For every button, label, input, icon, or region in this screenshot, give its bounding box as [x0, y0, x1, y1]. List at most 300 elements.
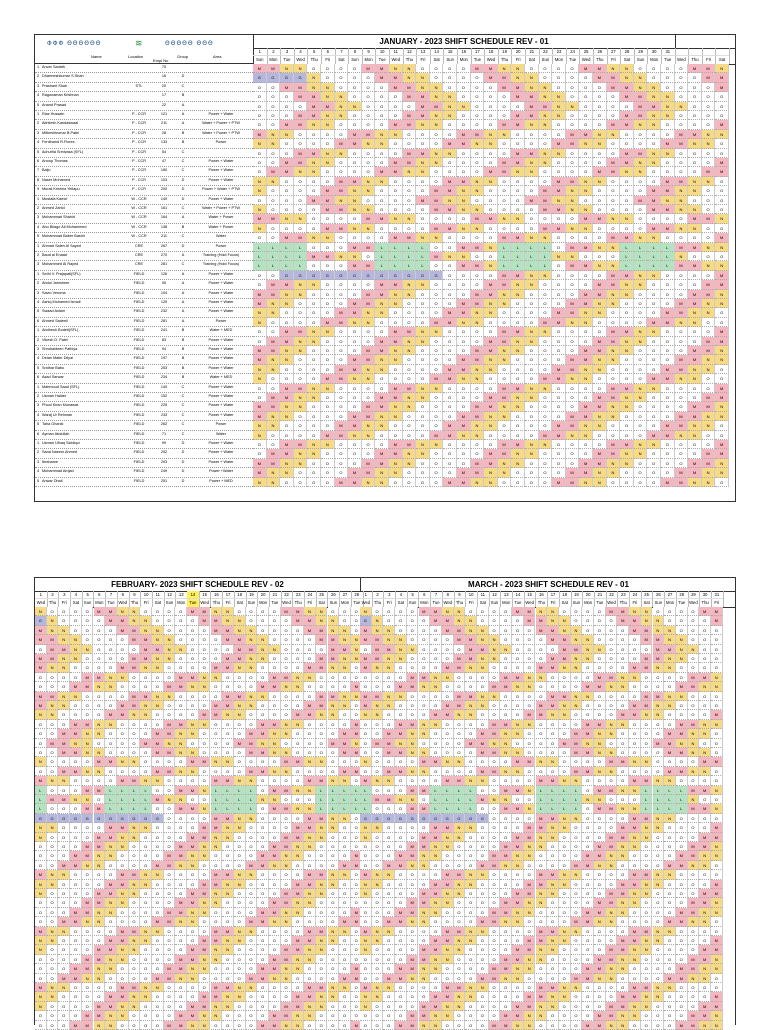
shift-cell: N: [389, 402, 403, 411]
shift-cell: M: [688, 299, 702, 308]
shift-cell: O: [129, 842, 141, 851]
shift-cell: N: [307, 384, 321, 393]
staff-loc: FIELD: [133, 281, 145, 286]
shift-cell: O: [617, 748, 629, 757]
shift-cell: O: [430, 290, 444, 299]
shift-cell: L: [389, 243, 403, 252]
shift-cell: L: [647, 261, 661, 270]
shift-cell: O: [419, 983, 431, 992]
staff-no: 3: [37, 403, 40, 408]
shift-cell: O: [395, 776, 407, 785]
shift-cell: O: [620, 196, 634, 205]
shift-cell: O: [335, 64, 349, 73]
shift-cell: M: [82, 955, 94, 964]
shift-cell: N: [403, 64, 417, 73]
shift-cell: N: [257, 739, 269, 748]
shift-cell: N: [416, 83, 430, 92]
shift-cell: O: [281, 992, 293, 1001]
shift-cell: O: [536, 908, 548, 917]
shift-cell: O: [407, 616, 419, 625]
shift-cell: N: [511, 449, 525, 458]
shift-cell: M: [335, 205, 349, 214]
shift-cell: O: [443, 261, 457, 270]
shift-cell: M: [457, 355, 471, 364]
shift-cell: O: [140, 945, 152, 954]
shift-cell: N: [594, 739, 606, 748]
shift-cell: O: [579, 393, 593, 402]
shift-cell: O: [606, 992, 618, 1001]
shift-cell: O: [234, 842, 246, 851]
shift-cell: O: [702, 205, 716, 214]
shift-cell: O: [498, 177, 512, 186]
weekday-label: Fri: [61, 600, 67, 605]
shift-cell: O: [430, 739, 442, 748]
shift-cell: M: [187, 898, 199, 907]
shift-cell: M: [269, 842, 281, 851]
shift-cell: L: [536, 804, 548, 813]
shift-cell: O: [617, 974, 629, 983]
shift-cell: N: [403, 393, 417, 402]
shift-cell: O: [559, 833, 571, 842]
weekday-label: Mon: [650, 57, 659, 62]
shift-cell: O: [593, 196, 607, 205]
shift-cell: L: [117, 804, 129, 813]
shift-cell: O: [702, 318, 716, 327]
shift-cell: O: [512, 814, 524, 823]
shift-cell: O: [348, 233, 362, 242]
shift-cell: N: [267, 177, 281, 186]
shift-cell: M: [593, 73, 607, 82]
staff-area: Water + Power: [208, 215, 234, 220]
shift-cell: N: [372, 936, 384, 945]
shift-cell: O: [253, 384, 267, 393]
shift-cell: N: [579, 421, 593, 430]
shift-cell: M: [607, 271, 621, 280]
shift-cell: O: [105, 927, 117, 936]
shift-cell: O: [82, 616, 94, 625]
shift-cell: N: [328, 616, 340, 625]
shift-cell: M: [94, 945, 106, 954]
staff-emp: 75: [161, 65, 167, 69]
shift-cell: M: [500, 720, 512, 729]
shift-cell: O: [525, 431, 539, 440]
shift-cell: N: [641, 889, 653, 898]
shift-cell: M: [607, 393, 621, 402]
shift-cell: O: [328, 673, 340, 682]
shift-cell: O: [571, 720, 583, 729]
shift-cell: M: [607, 337, 621, 346]
shift-cell: N: [536, 757, 548, 766]
shift-cell: O: [443, 280, 457, 289]
shift-cell: O: [457, 337, 471, 346]
shift-cell: O: [94, 654, 106, 663]
shift-cell: O: [539, 449, 553, 458]
shift-cell: N: [105, 682, 117, 691]
shift-cell: M: [389, 233, 403, 242]
shift-cell: O: [129, 645, 141, 654]
shift-cell: M: [105, 616, 117, 625]
shift-cell: O: [281, 880, 293, 889]
shift-cell: N: [234, 626, 246, 635]
shift-cell: M: [187, 757, 199, 766]
shift-cell: M: [234, 645, 246, 654]
shift-cell: N: [702, 421, 716, 430]
shift-cell: N: [316, 880, 328, 889]
shift-cell: O: [316, 748, 328, 757]
shift-cell: L: [294, 261, 308, 270]
shift-cell: O: [164, 607, 176, 616]
shift-cell: M: [524, 833, 536, 842]
shift-cell: M: [593, 402, 607, 411]
shift-cell: N: [477, 663, 489, 672]
shift-cell: N: [316, 992, 328, 1001]
shift-cell: O: [267, 205, 281, 214]
shift-cell: O: [389, 224, 403, 233]
shift-cell: O: [281, 692, 293, 701]
shift-cell: O: [187, 823, 199, 832]
shift-cell: O: [199, 795, 211, 804]
shift-cell: N: [489, 692, 501, 701]
shift-cell: O: [307, 402, 321, 411]
shift-cell: N: [383, 635, 395, 644]
shift-cell: O: [457, 83, 471, 92]
shift-cell: O: [362, 384, 376, 393]
shift-cell: M: [164, 720, 176, 729]
shift-cell: M: [711, 945, 723, 954]
shift-cell: M: [582, 974, 594, 983]
staff-loc: P - CCR: [131, 159, 147, 163]
shift-cell: M: [582, 720, 594, 729]
shift-cell: O: [547, 842, 559, 851]
shift-cell: O: [389, 431, 403, 440]
shift-cell: O: [536, 917, 548, 926]
shift-cell: M: [617, 992, 629, 1001]
shift-cell: M: [688, 964, 700, 973]
shift-cell: O: [362, 252, 376, 261]
shift-cell: M: [715, 158, 729, 167]
shift-cell: O: [579, 252, 593, 261]
shift-cell: N: [222, 945, 234, 954]
shift-cell: O: [443, 130, 457, 139]
weekday-label: Wed: [677, 57, 686, 62]
shift-cell: M: [348, 365, 362, 374]
shift-cell: O: [395, 663, 407, 672]
shift-cell: N: [211, 955, 223, 964]
shift-cell: N: [321, 111, 335, 120]
shift-cell: N: [511, 393, 525, 402]
staff-grp: C: [181, 412, 185, 417]
shift-cell: M: [607, 327, 621, 336]
shift-cell: O: [292, 983, 304, 992]
staff-grp: D: [181, 177, 185, 182]
shift-cell: N: [267, 468, 281, 477]
shift-cell: M: [419, 898, 431, 907]
shift-cell: O: [477, 880, 489, 889]
shift-cell: N: [500, 729, 512, 738]
shift-cell: M: [117, 983, 129, 992]
shift-cell: N: [606, 767, 618, 776]
shift-cell: M: [94, 898, 106, 907]
staff-area: Power + Water + PTW: [202, 187, 240, 192]
shift-cell: O: [152, 682, 164, 691]
shift-cell: M: [536, 776, 548, 785]
weekday-label: Sat: [318, 600, 325, 605]
staff-grp: A: [181, 290, 185, 295]
shift-cell: O: [702, 431, 716, 440]
shift-cell: N: [383, 927, 395, 936]
shift-cell: N: [593, 355, 607, 364]
shift-cell: O: [465, 889, 477, 898]
shift-cell: M: [129, 870, 141, 879]
shift-cell: N: [498, 214, 512, 223]
shift-cell: N: [571, 927, 583, 936]
staff-emp: 180: [160, 168, 168, 173]
shift-cell: M: [593, 459, 607, 468]
shift-cell: O: [281, 616, 293, 625]
weekday-label: Wed: [200, 600, 209, 605]
weekday-label: Wed: [296, 57, 305, 62]
shift-cell: N: [211, 889, 223, 898]
shift-cell: M: [403, 158, 417, 167]
shift-cell: N: [620, 280, 634, 289]
shift-cell: O: [307, 243, 321, 252]
shift-cell: N: [547, 833, 559, 842]
shift-cell: O: [407, 607, 419, 616]
shift-cell: O: [525, 412, 539, 421]
shift-cell: M: [653, 692, 665, 701]
shift-cell: M: [281, 889, 293, 898]
shift-cell: N: [339, 776, 351, 785]
shift-cell: N: [465, 710, 477, 719]
shift-cell: M: [335, 365, 349, 374]
shift-cell: O: [629, 964, 641, 973]
shift-cell: M: [175, 964, 187, 973]
shift-cell: O: [594, 701, 606, 710]
staff-area: Power + MED: [209, 478, 233, 483]
day-number: 23: [292, 591, 304, 599]
shift-cell: M: [395, 767, 407, 776]
shift-cell: M: [339, 729, 351, 738]
weekday-label: Fri: [325, 57, 331, 62]
day-number: 30: [699, 591, 711, 599]
shift-cell: M: [498, 280, 512, 289]
staff-loc: FIELD: [133, 469, 145, 474]
shift-cell: N: [199, 786, 211, 795]
shift-cell: O: [582, 814, 594, 823]
shift-cell: M: [702, 459, 716, 468]
shift-cell: M: [524, 945, 536, 954]
staff-name: Mitheshkumar B.Patel: [42, 130, 80, 135]
shift-cell: O: [117, 748, 129, 757]
shift-cell: N: [234, 927, 246, 936]
shift-cell: N: [641, 823, 653, 832]
shift-cell: M: [661, 308, 675, 317]
shift-cell: M: [129, 983, 141, 992]
shift-cell: M: [269, 720, 281, 729]
shift-cell: L: [547, 804, 559, 813]
shift-cell: O: [571, 710, 583, 719]
shift-cell: O: [253, 102, 267, 111]
shift-cell: O: [419, 936, 431, 945]
shift-cell: O: [629, 861, 641, 870]
shift-cell: O: [489, 880, 501, 889]
day-number: 10: [140, 591, 152, 599]
shift-cell: O: [477, 607, 489, 616]
shift-cell: M: [294, 120, 308, 129]
shift-cell: O: [175, 663, 187, 672]
shift-cell: M: [629, 663, 641, 672]
shift-cell: O: [407, 1002, 419, 1011]
shift-cell: O: [140, 1021, 152, 1030]
shift-cell: O: [416, 139, 430, 148]
shift-cell: M: [362, 346, 376, 355]
shift-cell: O: [307, 365, 321, 374]
staff-no: 8: [37, 177, 40, 182]
shift-cell: N: [471, 205, 485, 214]
staff-loc: CRE: [134, 262, 144, 267]
shift-cell: O: [351, 823, 363, 832]
shift-cell: M: [471, 261, 485, 270]
shift-cell: O: [234, 898, 246, 907]
weekday-label: Wed: [118, 600, 127, 605]
shift-cell: L: [641, 795, 653, 804]
shift-cell: N: [430, 955, 442, 964]
shift-cell: N: [316, 833, 328, 842]
shift-cell: N: [58, 663, 70, 672]
shift-cell: O: [711, 654, 723, 663]
shift-cell: O: [571, 616, 583, 625]
shift-cell: O: [294, 412, 308, 421]
shift-cell: O: [94, 635, 106, 644]
shift-cell: N: [307, 440, 321, 449]
shift-cell: O: [607, 478, 621, 487]
shift-cell: M: [629, 616, 641, 625]
shift-cell: N: [465, 823, 477, 832]
shift-cell: O: [524, 861, 536, 870]
shift-cell: L: [539, 261, 553, 270]
shift-cell: N: [566, 431, 580, 440]
shift-cell: N: [634, 167, 648, 176]
shift-cell: O: [351, 870, 363, 879]
shift-cell: O: [267, 431, 281, 440]
shift-cell: N: [471, 365, 485, 374]
shift-cell: O: [525, 308, 539, 317]
shift-cell: O: [281, 927, 293, 936]
shift-cell: N: [152, 626, 164, 635]
shift-cell: O: [307, 431, 321, 440]
shift-cell: O: [328, 908, 340, 917]
shift-cell: M: [82, 898, 94, 907]
shift-cell: O: [321, 73, 335, 82]
shift-cell: O: [653, 974, 665, 983]
shift-cell: O: [465, 748, 477, 757]
shift-cell: O: [664, 936, 676, 945]
shift-cell: O: [489, 983, 501, 992]
shift-cell: O: [47, 682, 59, 691]
shift-cell: O: [321, 167, 335, 176]
weekday-label: Fri: [143, 600, 149, 605]
shift-cell: O: [403, 365, 417, 374]
shift-cell: O: [70, 880, 82, 889]
day-number: 7: [335, 48, 349, 56]
shift-cell: O: [593, 149, 607, 158]
shift-cell: M: [547, 701, 559, 710]
shift-cell: O: [512, 823, 524, 832]
shift-cell: O: [536, 767, 548, 776]
shift-cell: N: [362, 478, 376, 487]
shift-cell: O: [582, 673, 594, 682]
shift-cell: O: [257, 710, 269, 719]
shift-cell: O: [641, 898, 653, 907]
shift-cell: N: [152, 663, 164, 672]
shift-cell: M: [351, 964, 363, 973]
shift-cell: M: [430, 710, 442, 719]
shift-cell: M: [175, 786, 187, 795]
shift-cell: N: [187, 908, 199, 917]
shift-cell: M: [579, 412, 593, 421]
shift-cell: O: [715, 111, 729, 120]
shift-cell: N: [292, 804, 304, 813]
shift-cell: N: [360, 936, 372, 945]
shift-cell: O: [35, 861, 47, 870]
staff-area: Water + Power: [208, 224, 234, 229]
weekday-label: Tue: [189, 600, 197, 605]
shift-cell: O: [442, 964, 454, 973]
shift-cell: O: [253, 92, 267, 101]
shift-cell: O: [430, 449, 444, 458]
weekday-label: Sat: [623, 57, 631, 62]
shift-cell: M: [94, 955, 106, 964]
shift-cell: O: [547, 673, 559, 682]
shift-cell: N: [629, 898, 641, 907]
day-number: 22: [606, 591, 618, 599]
shift-cell: N: [140, 701, 152, 710]
shift-cell: O: [471, 440, 485, 449]
shift-cell: O: [617, 739, 629, 748]
shift-cell: M: [419, 1002, 431, 1011]
shift-cell: N: [547, 757, 559, 766]
shift-cell: O: [498, 431, 512, 440]
shift-cell: O: [539, 139, 553, 148]
shift-cell: O: [688, 945, 700, 954]
day-header-cell: [416, 48, 431, 64]
day-number: 11: [477, 591, 489, 599]
shift-cell: N: [443, 111, 457, 120]
shift-cell: M: [430, 205, 444, 214]
shift-cell: M: [117, 616, 129, 625]
shift-cell: M: [35, 626, 47, 635]
day-number: 30: [647, 48, 661, 56]
shift-cell: N: [416, 73, 430, 82]
day-header-cell: [715, 48, 730, 64]
shift-cell: M: [281, 1011, 293, 1020]
shift-cell: M: [566, 355, 580, 364]
shift-cell: L: [246, 804, 258, 813]
staff-name: Riaz Hussain: [42, 112, 65, 116]
shift-cell: L: [547, 786, 559, 795]
shift-cell: N: [571, 983, 583, 992]
shift-cell: M: [702, 402, 716, 411]
shift-cell: O: [360, 729, 372, 738]
shift-cell: G: [372, 814, 384, 823]
shift-cell: O: [58, 945, 70, 954]
shift-cell: N: [641, 757, 653, 766]
day-number: 6: [94, 591, 106, 599]
shift-cell: M: [620, 440, 634, 449]
day-number: 15: [443, 48, 457, 56]
shift-cell: O: [199, 729, 211, 738]
shift-cell: M: [105, 823, 117, 832]
